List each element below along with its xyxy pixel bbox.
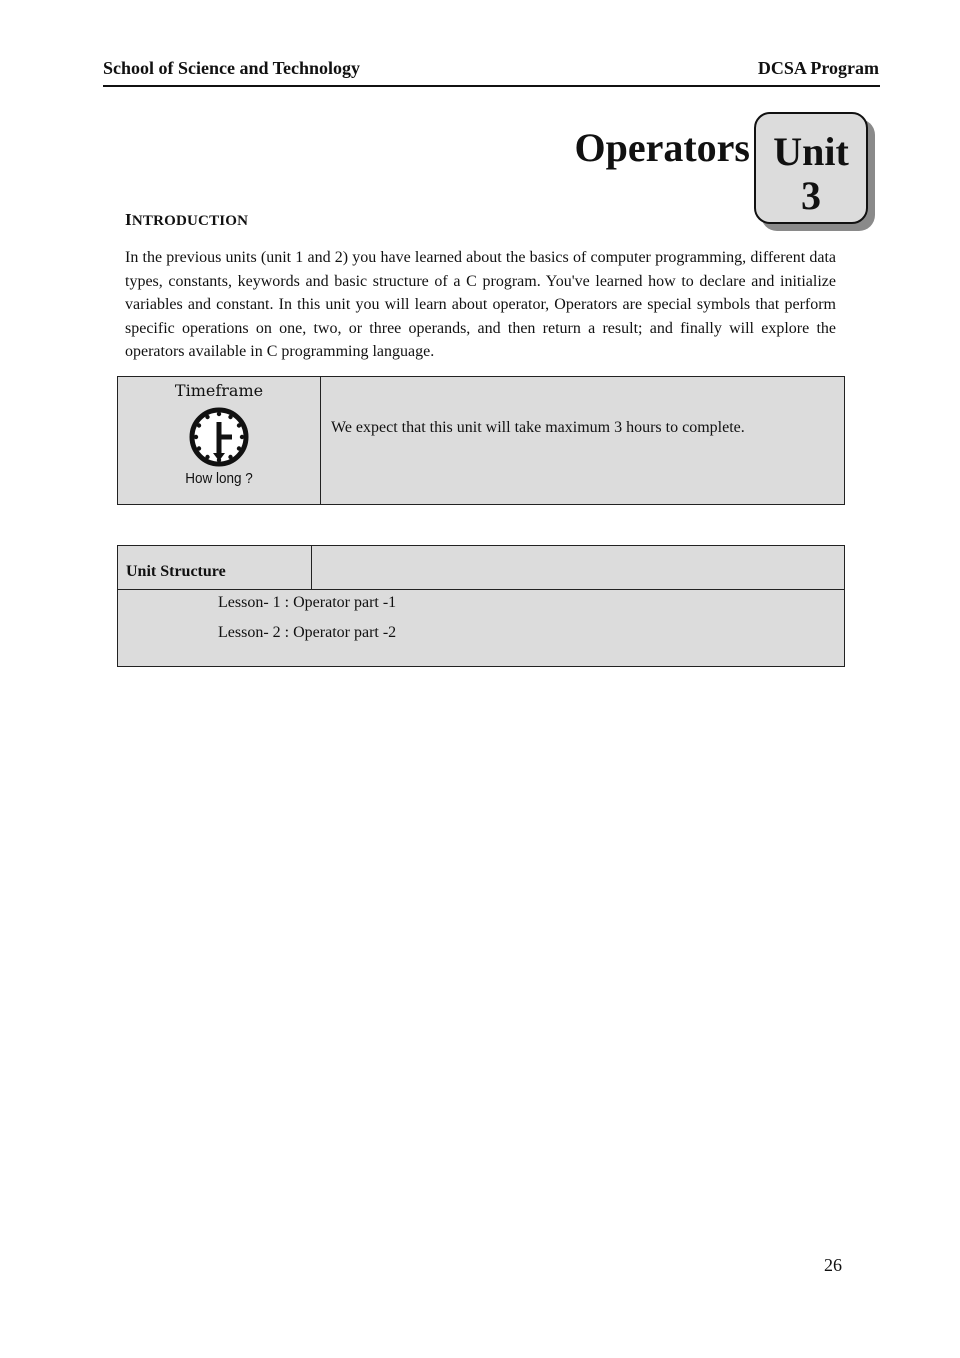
header-program-name: DCSA Program	[757, 58, 879, 78]
clock-icon	[187, 406, 251, 468]
unit-badge	[754, 112, 868, 224]
unit-structure-table	[117, 545, 845, 667]
introduction-paragraph: In the previous units (unit 1 and 2) you have learned about the basics of computer programming, different data types, constants, keywords and basic structure of a C program. You've learned how to declare and initialize variables and constant. In this unit you will learn about operator, Operators are special symbols that perform specific operations on one, two, or three operands, and then return a result; and finally will explore the operators available in C programming language.	[125, 249, 836, 361]
timeframe-text: We expect that this unit will take maximum 3 hours to complete.	[321, 377, 845, 505]
unit-badge-label: Unit	[773, 129, 849, 174]
introduction-heading-initial: I	[125, 210, 132, 229]
unit-badge-number: 3	[801, 173, 821, 218]
lesson-list	[118, 590, 845, 667]
introduction-heading	[125, 210, 248, 230]
unit-structure-heading: Unit Structure	[118, 546, 312, 590]
page-number: 26	[824, 1255, 842, 1275]
timeframe-table	[117, 376, 845, 505]
unit-title: Operators	[574, 125, 750, 170]
page-header	[103, 58, 879, 82]
header-school-name: School of Science and Technology	[103, 58, 361, 78]
lesson-item: Lesson- 2 : Operator part -2	[218, 624, 397, 641]
header-divider	[103, 85, 880, 87]
lesson-item: Lesson- 1 : Operator part -1	[218, 594, 397, 611]
introduction-heading-rest: NTRODUCTION	[131, 213, 249, 229]
timeframe-label: Timeframe	[174, 381, 264, 400]
timeframe-caption: How long ?	[185, 470, 253, 487]
timeframe-cell	[118, 377, 321, 505]
unit-structure-empty-cell	[312, 546, 845, 590]
